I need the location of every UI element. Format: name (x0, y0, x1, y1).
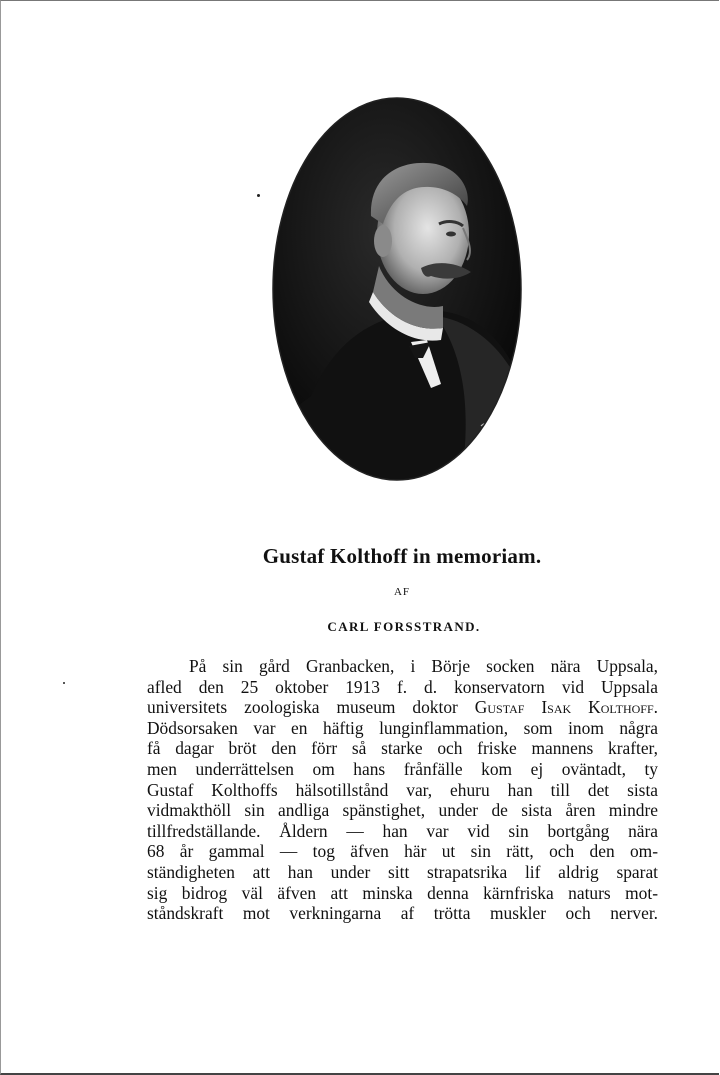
portrait-photo (271, 96, 523, 482)
body-line: ständigheten att han under sitt strapatsrika lif aldrig sparat (147, 861, 658, 882)
body-line: afled den 25 oktober 1913 f. d. konservatorn vid Uppsala (147, 676, 658, 697)
body-line: Gustaf Kolthoffs hälsotillstånd var, ehuru han till det sista (147, 779, 658, 800)
body-line: vidmakthöll sin andliga spänstighet, under de sista åren mindre (147, 800, 658, 821)
body-line: ståndskraft mot verkningarna af trötta muskler och nerver. (147, 903, 658, 924)
print-speck (63, 682, 65, 684)
article-body (147, 656, 658, 924)
body-line: sig bidrog väl äfven att minska denna kärnfriska naturs mot- (147, 882, 658, 903)
body-line: få dagar bröt den förr så starke och friske mannens krafter, (147, 738, 658, 759)
body-line: tillfredställande. Åldern — han var vid sin bortgång nära (147, 820, 658, 841)
author-name: CARL FORSSTRAND. (327, 619, 481, 634)
article-title: Gustaf Kolthoff in memoriam. (262, 544, 542, 568)
byline-prefix: AF (393, 586, 411, 598)
body-line (147, 697, 658, 718)
print-speck (257, 194, 260, 197)
portrait-ear (374, 225, 392, 257)
body-line-text: . (653, 697, 658, 718)
body-line: men underrättelsen om hans frånfälle kom ej oväntadt, ty (147, 758, 658, 779)
body-line: På sin gård Granbacken, i Börje socken nära Uppsala, (189, 656, 658, 676)
body-line-text: universitets zoologiska museum doktor (147, 697, 475, 718)
portrait-eye (446, 232, 456, 237)
body-line: 68 år gammal — tog äfven här ut sin rätt, och den om- (147, 841, 658, 862)
body-line: Dödsorsaken var en häftig lunginflammation, som inom några (147, 717, 658, 738)
person-name: Gustaf Isak Kolthoff (474, 697, 654, 718)
